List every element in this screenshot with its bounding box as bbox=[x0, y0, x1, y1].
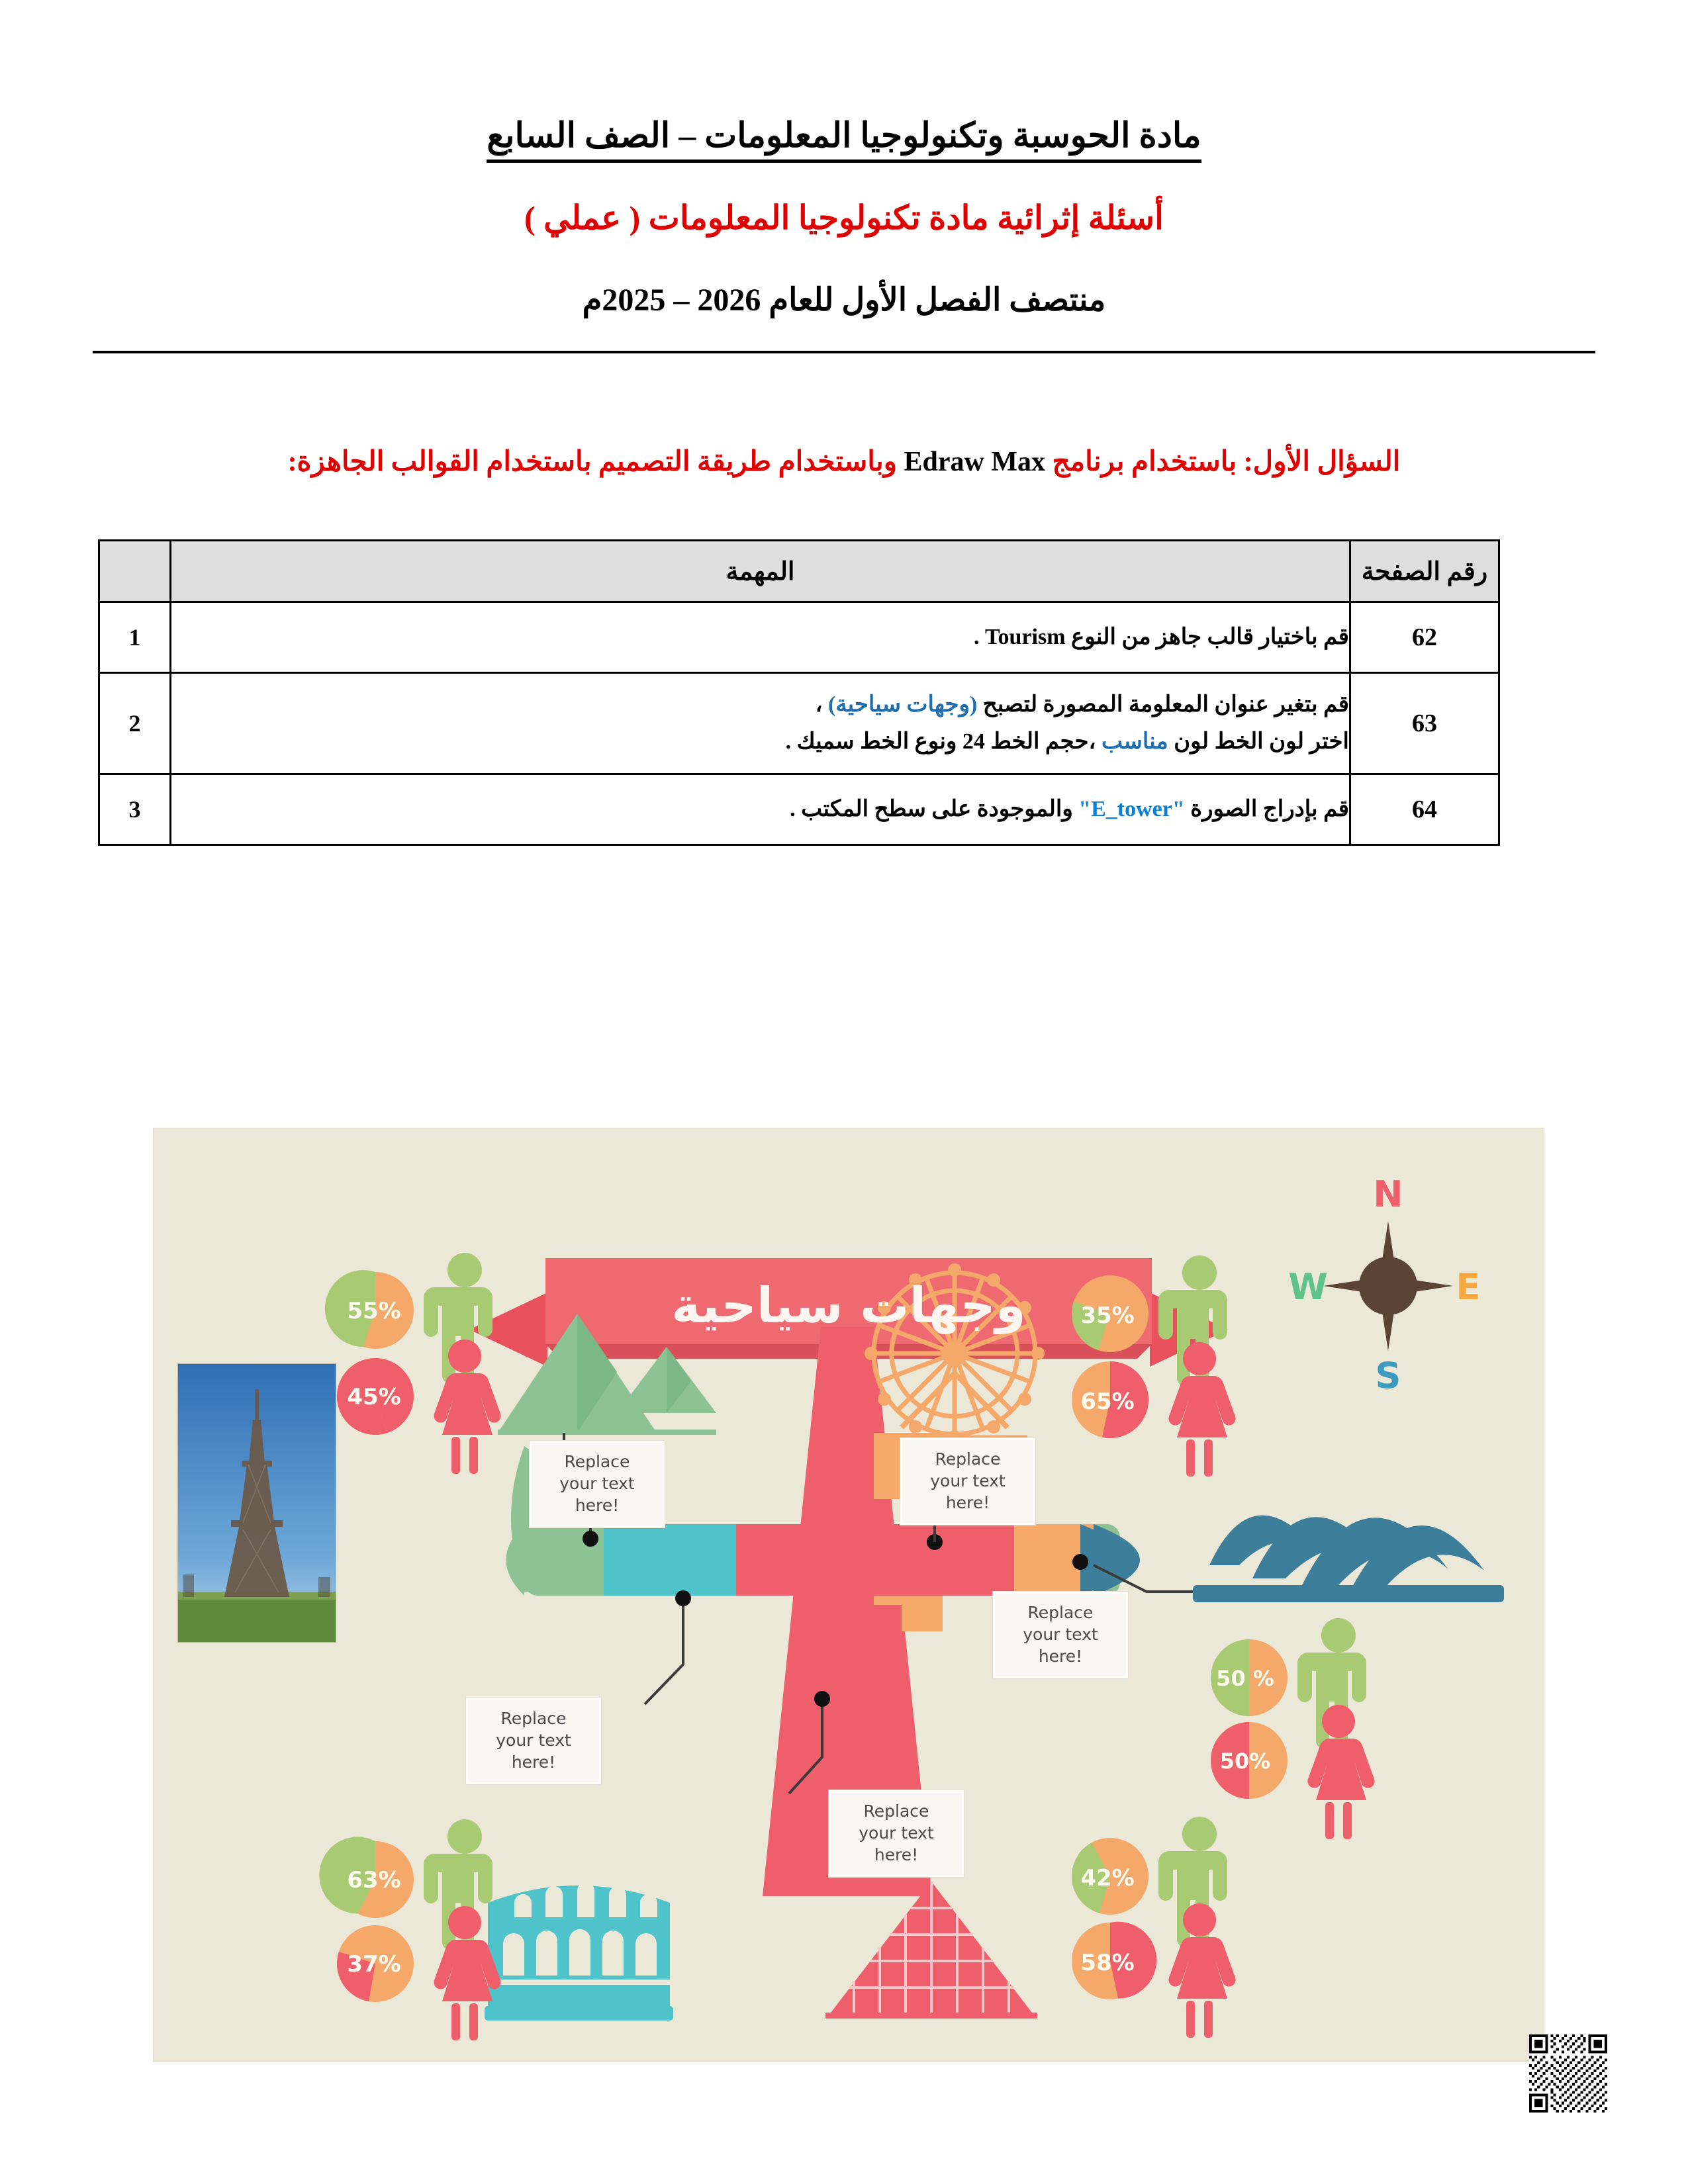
pie-50-male bbox=[1211, 1639, 1288, 1716]
callout-pyramids bbox=[530, 1441, 665, 1527]
callout-pyramids-line2: your text bbox=[559, 1474, 635, 1493]
infographic-canvas bbox=[154, 1128, 1544, 2062]
pie-55-label: 55% bbox=[347, 1298, 401, 1324]
row2-line1-highlight: (وجهات سياحية) bbox=[828, 692, 978, 717]
callout-louvre-line3: here! bbox=[874, 1845, 919, 1864]
callout-colosseum bbox=[466, 1698, 601, 1784]
question-one-heading bbox=[0, 445, 1688, 478]
pie-37-label: 37% bbox=[347, 1951, 401, 1978]
callout-colosseum-line1: Replace bbox=[500, 1709, 567, 1728]
row3-line1-b: والموجودة على سطح المكتب . bbox=[790, 796, 1073, 821]
row2-page: 63 bbox=[1350, 673, 1499, 774]
banner-title-text: وجهات سياحية bbox=[671, 1277, 1026, 1334]
callout-colosseum-line3: here! bbox=[511, 1752, 556, 1772]
question-suffix: وباستخدام طريقة التصميم باستخدام القوالب الجاهزة: bbox=[287, 447, 898, 477]
row3-task bbox=[171, 774, 1350, 845]
pie-42 bbox=[1072, 1838, 1149, 1915]
header-index bbox=[99, 541, 171, 602]
page-title bbox=[0, 116, 1688, 163]
header-task: المهمة bbox=[171, 541, 1350, 602]
callout-opera-line1: Replace bbox=[1027, 1603, 1094, 1622]
row2-line2-b: ،حجم الخط 24 ونوع الخط سميك . bbox=[785, 729, 1096, 754]
row3-line1-highlight: "E_tower" bbox=[1078, 796, 1185, 821]
callout-ferris-line1: Replace bbox=[935, 1449, 1001, 1469]
eiffel-tower-photo bbox=[177, 1363, 336, 1643]
row1-task-latin: Tourism bbox=[984, 624, 1066, 649]
callout-opera-house bbox=[993, 1592, 1128, 1678]
compass-east-label: E bbox=[1456, 1266, 1481, 1308]
compass-west-label: W bbox=[1288, 1266, 1328, 1308]
row1-task bbox=[171, 602, 1350, 673]
callout-ferris-wheel bbox=[900, 1438, 1035, 1525]
callout-louvre-line2: your text bbox=[859, 1823, 934, 1843]
row1-task-text-b: . bbox=[973, 624, 980, 649]
colosseum-icon bbox=[485, 1882, 673, 2021]
pie-58-label: 58% bbox=[1080, 1950, 1135, 1976]
row3-line1-a: قم بإدراج الصورة bbox=[1190, 796, 1349, 821]
table-row bbox=[99, 602, 1499, 673]
callout-opera-line3: here! bbox=[1038, 1647, 1083, 1666]
pie-63-label: 63% bbox=[347, 1867, 401, 1893]
compass-south-label: S bbox=[1375, 1355, 1401, 1396]
subtitle-term-year: منتصف الفصل الأول للعام 2026 – 2025م bbox=[582, 283, 1106, 318]
row2-task-line2 bbox=[171, 723, 1349, 760]
table-row bbox=[99, 673, 1499, 774]
row2-line2-highlight: مناسب bbox=[1101, 729, 1168, 754]
callout-ferris-line2: your text bbox=[930, 1471, 1006, 1490]
row3-index: 3 bbox=[99, 774, 171, 845]
row2-task bbox=[171, 673, 1350, 774]
row2-line1-b: ، bbox=[815, 692, 823, 717]
header-divider bbox=[93, 351, 1595, 353]
pie-50-female-label: 50% bbox=[1219, 1749, 1271, 1774]
callout-ferris-line3: here! bbox=[945, 1493, 990, 1512]
row2-index: 2 bbox=[99, 673, 171, 774]
table-header-row bbox=[99, 541, 1499, 602]
qr-code bbox=[1529, 2034, 1607, 2113]
question-prefix: السؤال الأول: باستخدام برنامج bbox=[1052, 447, 1401, 477]
pie-42-label: 42% bbox=[1080, 1865, 1135, 1891]
pie-35 bbox=[1072, 1275, 1149, 1352]
tasks-table bbox=[98, 539, 1500, 846]
row1-index: 1 bbox=[99, 602, 171, 673]
row1-page: 62 bbox=[1350, 602, 1499, 673]
compass-north-label: N bbox=[1373, 1173, 1403, 1215]
pie-65 bbox=[1072, 1361, 1149, 1438]
callout-pyramids-line3: here! bbox=[575, 1496, 620, 1515]
pie-58 bbox=[1072, 1922, 1156, 1999]
infographic-svg bbox=[154, 1128, 1544, 2062]
pie-65-label: 65% bbox=[1080, 1388, 1135, 1415]
pie-55 bbox=[325, 1270, 414, 1349]
pie-35-label: 35% bbox=[1080, 1302, 1135, 1329]
row3-page: 64 bbox=[1350, 774, 1499, 845]
page-title-text: مادة الحوسبة وتكنولوجيا المعلومات – الصف السابع bbox=[487, 116, 1201, 163]
callout-pyramids-line1: Replace bbox=[564, 1452, 630, 1471]
callout-louvre-line1: Replace bbox=[863, 1801, 929, 1821]
subtitle-exam-type: أسئلة إثرائية مادة تكنولوجيا المعلومات ( عملي ) bbox=[524, 199, 1164, 236]
row2-line2-a: اختر لون الخط لون bbox=[1174, 729, 1349, 754]
tasks-table-wrapper bbox=[98, 539, 1500, 846]
pie-50-female bbox=[1211, 1722, 1288, 1799]
pie-45 bbox=[337, 1358, 414, 1435]
callout-colosseum-line2: your text bbox=[496, 1731, 571, 1750]
pie-37 bbox=[337, 1925, 414, 2002]
row2-line1-a: قم بتغير عنوان المعلومة المصورة لتصبح bbox=[982, 692, 1349, 717]
row2-task-line1 bbox=[171, 686, 1349, 723]
header-page-number: رقم الصفحة bbox=[1350, 541, 1499, 602]
callout-louvre bbox=[829, 1790, 964, 1877]
table-row bbox=[99, 774, 1499, 845]
row1-task-text-a: قم باختيار قالب جاهز من النوع bbox=[1071, 624, 1349, 649]
question-app-name: Edraw Max bbox=[904, 447, 1046, 477]
pie-45-label: 45% bbox=[347, 1384, 401, 1410]
pie-50-male-label: 50 % bbox=[1216, 1666, 1274, 1691]
callout-opera-line2: your text bbox=[1023, 1625, 1098, 1644]
